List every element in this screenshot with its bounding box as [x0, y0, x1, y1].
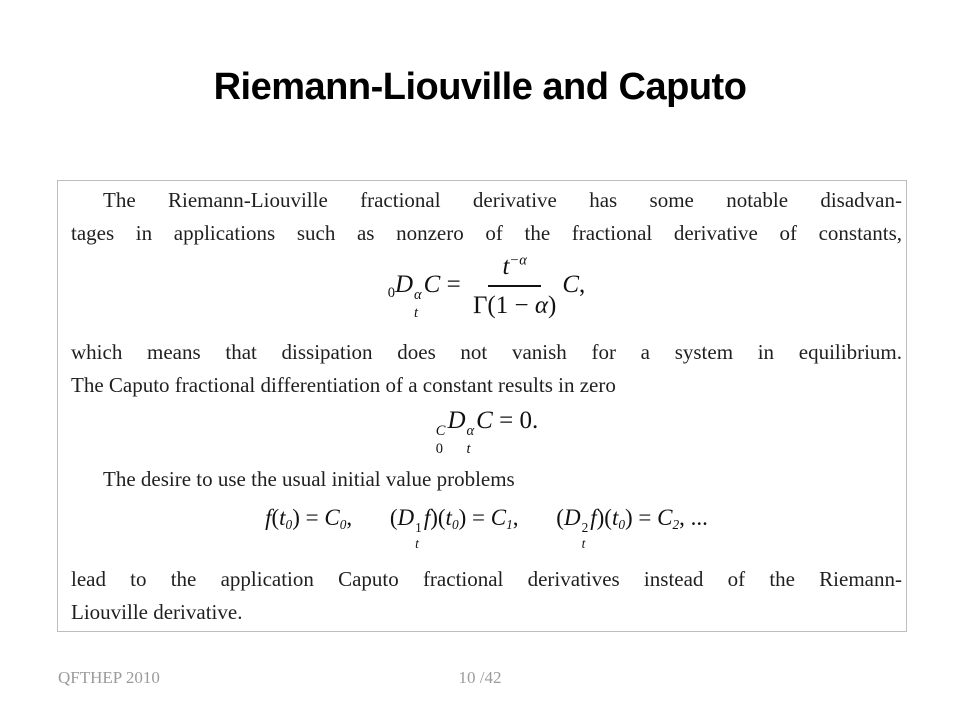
- eq-equals-zero: = 0.: [499, 407, 539, 434]
- eq-operator: D: [397, 505, 415, 530]
- equation-riemann-liouville: [71, 251, 902, 322]
- eq-argument: C: [476, 407, 493, 434]
- eq-subscript: 1: [506, 517, 513, 532]
- eq-f: f: [590, 505, 597, 530]
- eq-subscript: 0: [285, 517, 293, 532]
- paragraph-3: [71, 463, 902, 496]
- eq-f: f: [265, 505, 272, 530]
- eq-subscript: t: [466, 440, 471, 457]
- eq-presuperscript: C: [435, 423, 446, 440]
- eq-paren: (: [556, 505, 564, 530]
- eq-superscript: 2: [581, 519, 589, 535]
- eq-subscript: 2: [672, 517, 680, 532]
- text-line: The Caputo fractional differentiation of a constant results in zero: [71, 373, 616, 397]
- eq-punctuation: , ...: [679, 505, 708, 530]
- text-line: Liouville derivative.: [71, 600, 243, 624]
- eq-presub: 0: [387, 285, 395, 302]
- eq-equals: =: [446, 270, 461, 298]
- text-line: which means that dissipation does not vanish for a system in equilibrium.: [71, 340, 902, 364]
- eq-fraction: [473, 251, 556, 322]
- eq-punctuation: ,: [346, 505, 353, 530]
- eq-operator: D: [447, 407, 466, 434]
- equation-initial-values: [71, 505, 902, 550]
- eq-parens: )(: [596, 505, 612, 530]
- eq-segment-2: [389, 505, 519, 551]
- eq-segment-3: [556, 505, 708, 551]
- eq-num-base: t: [502, 253, 510, 280]
- footer-conference-label: QFTHEP 2010: [58, 668, 160, 687]
- eq-post-argument: C: [562, 270, 579, 298]
- eq-equals: ) =: [292, 505, 325, 530]
- eq-t: t: [445, 505, 452, 530]
- eq-f: f: [423, 505, 431, 530]
- paragraph-2: [71, 336, 902, 402]
- eq-presubscript: 0: [435, 440, 444, 457]
- slide-title: Riemann-Liouville and Caputo: [213, 66, 747, 108]
- eq-superscript: α: [414, 287, 422, 304]
- eq-t: t: [279, 505, 286, 530]
- text-line: lead to the application Caputo fractional derivatives instead of the Riemann-: [71, 567, 902, 591]
- eq-subscript: 0: [618, 517, 626, 532]
- eq-subscript: 0: [339, 517, 347, 532]
- eq-scripts: [415, 521, 422, 551]
- eq-paren: (: [389, 505, 398, 530]
- eq-scripts: [414, 288, 422, 320]
- eq-subscript: t: [414, 304, 419, 321]
- eq-operator: D: [563, 505, 581, 530]
- eq-denominator: [473, 287, 556, 321]
- eq-scripts: [467, 424, 475, 456]
- eq-equals: ) =: [458, 505, 491, 530]
- eq-punctuation: ,: [512, 505, 519, 530]
- content-box: [57, 180, 907, 632]
- eq-superscript: 1: [415, 519, 422, 535]
- eq-alpha: α: [534, 292, 548, 320]
- eq-punctuation: ,: [579, 270, 586, 298]
- eq-constant: C: [490, 505, 507, 530]
- eq-subscript: t: [581, 536, 586, 551]
- eq-subscript: t: [415, 536, 419, 551]
- eq-argument: C: [423, 270, 441, 298]
- eq-subscript: 0: [451, 517, 459, 532]
- text-line: tages in applications such as nonzero of the fractional derivative of constants,: [71, 221, 902, 245]
- paragraph-4: [71, 563, 902, 629]
- equation-caputo-zero: [71, 407, 902, 456]
- footer-page-number: 10 /42: [458, 668, 502, 687]
- eq-gamma: Γ(1 −: [472, 292, 535, 320]
- paragraph-1: [71, 184, 902, 250]
- eq-paren: (: [271, 505, 280, 530]
- eq-t: t: [611, 505, 619, 530]
- eq-operator: D: [394, 270, 414, 298]
- eq-equals: ) =: [625, 505, 658, 530]
- eq-parens: )(: [430, 505, 446, 530]
- eq-num-exponent: −α: [509, 252, 527, 269]
- eq-prescripts: [436, 424, 446, 456]
- eq-constant: C: [657, 505, 673, 530]
- text-line: The desire to use the usual initial value problems: [103, 467, 515, 491]
- eq-paren: ): [547, 292, 557, 320]
- eq-segment-1: [265, 505, 352, 530]
- eq-constant: C: [324, 505, 340, 530]
- eq-superscript: α: [466, 423, 475, 440]
- eq-numerator: [488, 251, 540, 287]
- text-line: The Riemann-Liouville fractional derivative has some notable disadvan-: [103, 188, 902, 212]
- eq-scripts: [582, 521, 589, 551]
